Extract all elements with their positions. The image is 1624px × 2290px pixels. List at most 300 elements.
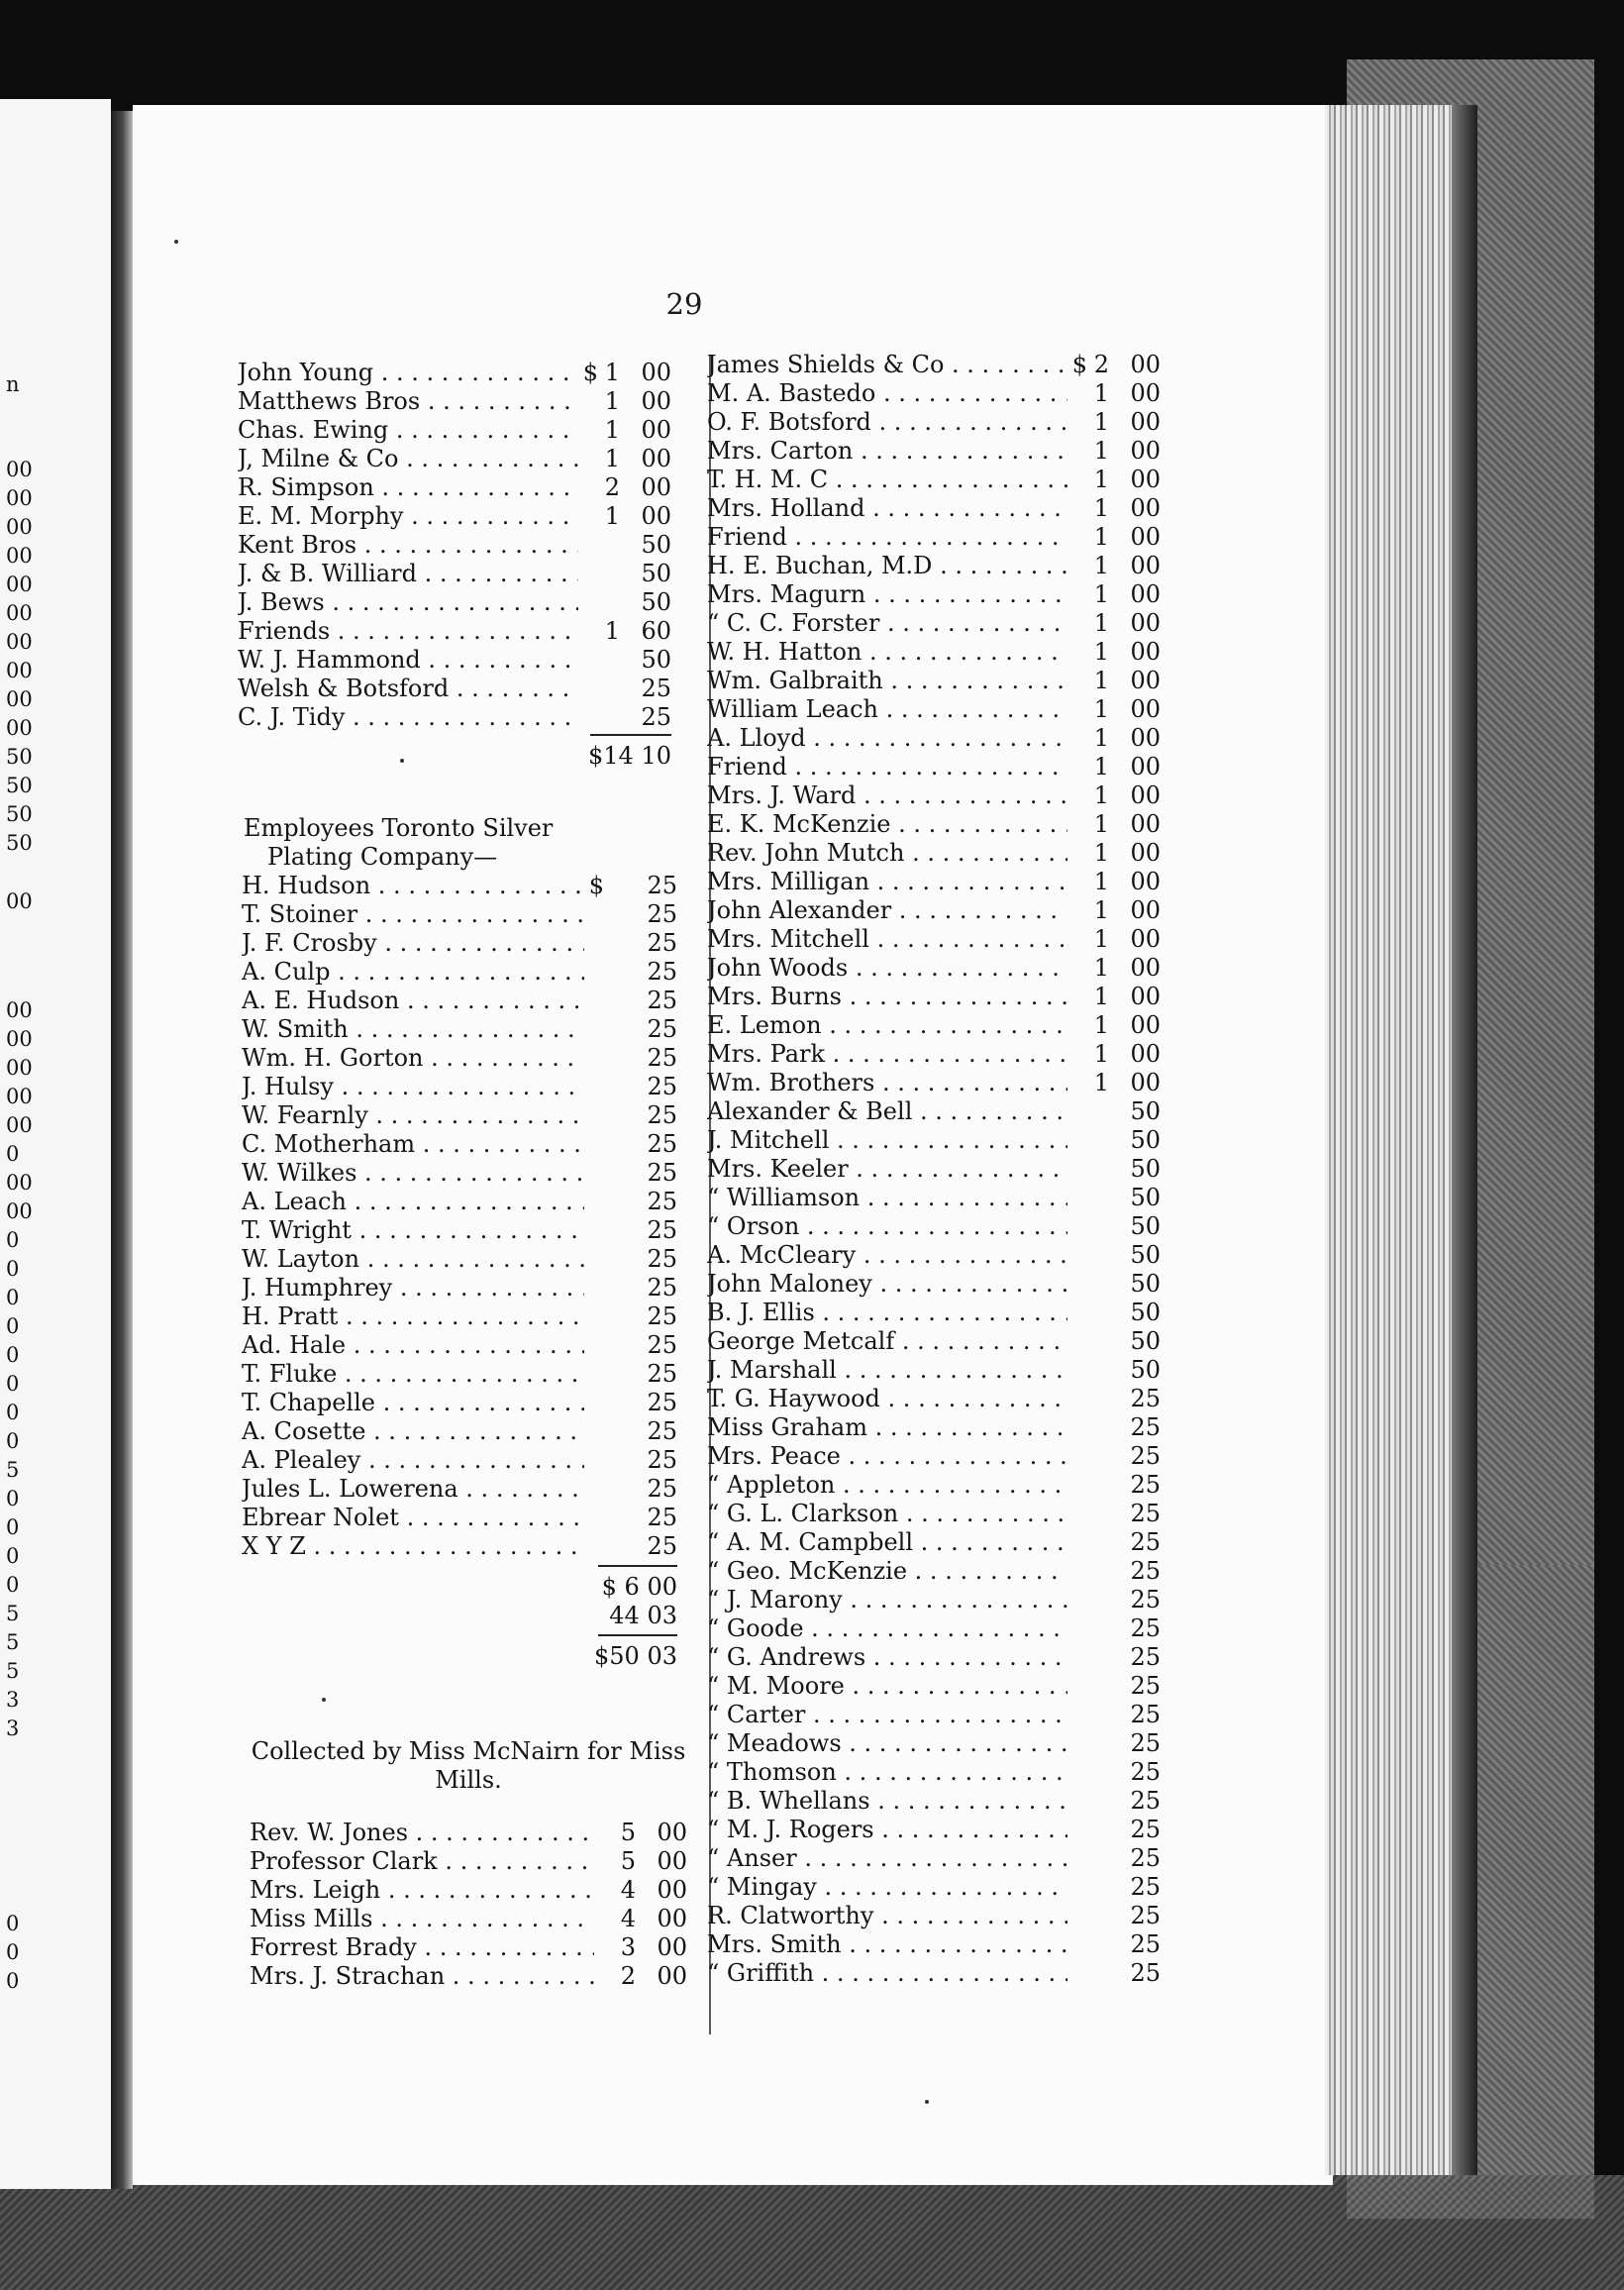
donor-name: “ Mingay . . . [707,1873,1067,1902]
list-item [707,1643,1161,1672]
amount-dollars [604,1504,626,1532]
edge-digit: 00 [6,486,33,510]
dollar-sign [584,1073,604,1101]
list-item [242,1446,677,1475]
amount-dollars: 1 [1093,408,1109,436]
dollar-sign [1067,1557,1087,1586]
edge-digit: 00 [6,1171,33,1195]
edge-digit: 0 [6,1912,20,1935]
amount-cents: 50 [1130,1241,1161,1269]
list-item [242,900,677,929]
dollar-sign [1067,1155,1087,1184]
amount-cents: 50 [1130,1155,1161,1183]
donor-name: “ Williamson . . . [707,1184,1067,1212]
amount-dollars: 1 [604,359,620,386]
edge-digit: 0 [6,1429,20,1453]
donor-name: J. Mitchell . . . [707,1126,1067,1155]
donor-name: “ M. Moore . . . [707,1672,1067,1701]
edge-digit: 0 [6,1142,20,1166]
amount-cents: 00 [1130,1069,1161,1096]
list-item [707,1959,1161,1988]
list-item [707,408,1161,437]
list-item [242,1044,677,1073]
donor-name: Friend . . . [707,523,1067,552]
donor-name: “ Thomson . . . [707,1758,1067,1787]
donor-name: Mrs. Burns . . . [707,983,1067,1011]
amount-cents: 25 [647,1130,677,1158]
book-gutter [111,111,133,2189]
amount-cents: 25 [641,703,671,731]
donor-name: W. Wilkes . . . [242,1159,584,1188]
amount-dollars: 1 [1093,724,1109,752]
list-item [250,1905,687,1933]
dollar-sign [1067,1126,1087,1155]
amount-dollars [604,958,626,987]
amount-cents: 25 [1130,1643,1161,1671]
dollar-sign [1067,638,1087,667]
edge-digit: 00 [6,1056,33,1080]
donor-name: R. Clatworthy . . . [707,1902,1067,1930]
list-item [242,1188,677,1216]
amount-dollars [604,1274,626,1302]
dollar-sign [1067,954,1087,983]
edge-digit: 00 [6,659,33,682]
amount-cents: 00 [1130,408,1161,436]
dollar-sign [594,1819,614,1847]
list-item [242,958,677,987]
list-item [707,1528,1161,1557]
edge-digit: 00 [6,1027,33,1051]
dollar-sign [584,1130,604,1159]
donor-name: “ Carter . . . [707,1701,1067,1729]
donor-name: E. M. Morphy . . . [238,502,578,531]
donor-name: Mrs. J. Ward . . . [707,781,1067,810]
dollar-sign [1067,781,1087,810]
donor-name: “ Geo. McKenzie . . . [707,1557,1067,1586]
amount-dollars: 1 [1093,839,1109,867]
dollar-sign [1067,1299,1087,1327]
amount-cents: 00 [1130,839,1161,867]
list-item [707,437,1161,466]
amount-dollars [604,929,626,958]
dollar-sign [1067,523,1087,552]
dollar-sign [1067,1356,1087,1385]
amount-dollars: 5 [620,1847,636,1875]
dollar-sign [1067,1816,1087,1844]
amount-dollars [1087,1643,1109,1672]
donor-name: John Woods . . . [707,954,1067,983]
dollar-sign [1067,437,1087,466]
left-column-group3 [250,1737,687,1991]
dollar-sign [1067,1442,1087,1471]
amount-dollars [598,703,620,732]
donor-name: T. G. Haywood . . . [707,1385,1067,1413]
amount-dollars [604,1532,626,1561]
donor-name: A. McCleary . . . [707,1241,1067,1270]
donor-name: Welsh & Botsford . . . [238,675,578,703]
list-item [242,1504,677,1532]
dollar-sign [1067,724,1087,753]
donor-name: A. Culp . . . [242,958,584,987]
amount-dollars [1087,1097,1109,1126]
list-item [707,1184,1161,1212]
dollar-sign [1067,1614,1087,1643]
list-item [707,1385,1161,1413]
donor-name: A. Plealey . . . [242,1446,584,1475]
total-rule [598,1634,677,1636]
amount-dollars [604,900,626,929]
list-item [707,1672,1161,1701]
amount-cents: 25 [647,1101,677,1129]
donor-name: A. E. Hudson . . . [242,987,584,1015]
dollar-sign [584,1015,604,1044]
edge-digit: 0 [6,1343,20,1367]
amount-dollars [604,1216,626,1245]
dollar-sign [1067,466,1087,494]
list-item [242,987,677,1015]
left-column-group1 [238,359,671,776]
dollar-sign [1067,925,1087,954]
list-item [707,638,1161,667]
amount-cents: 25 [641,675,671,702]
amount-cents: 25 [647,1417,677,1445]
dollar-sign [584,1245,604,1274]
list-item [707,1816,1161,1844]
amount-cents: 25 [1130,1528,1161,1556]
amount-dollars [1087,1184,1109,1212]
amount-cents: 00 [1130,494,1161,522]
donor-name: A. Lloyd . . . [707,724,1067,753]
amount-dollars [604,1130,626,1159]
dollar-sign [584,1216,604,1245]
amount-cents: 00 [657,1962,687,1990]
donor-name: W. Fearnly . . . [242,1101,584,1130]
amount-cents: 00 [1130,609,1161,637]
dollar-sign [1067,1758,1087,1787]
amount-dollars [604,987,626,1015]
edge-digit: 00 [6,716,33,740]
list-item [242,929,677,958]
amount-cents: 50 [1130,1299,1161,1326]
amount-cents: 25 [647,1446,677,1474]
dollar-sign [1067,1528,1087,1557]
list-item [238,502,671,531]
donor-name: Wm. H. Gorton . . . [242,1044,584,1073]
page-speck [174,240,178,244]
donor-name: W. J. Hammond . . . [238,646,578,675]
page-speck [322,1698,326,1702]
amount-cents: 25 [647,929,677,957]
list-item [250,1933,687,1962]
list-item [707,466,1161,494]
amount-dollars [1087,1672,1109,1701]
amount-dollars: 1 [604,617,620,645]
donor-name: J. Hulsy . . . [242,1073,584,1101]
donor-name: T. Wright . . . [242,1216,584,1245]
amount-dollars [1087,1586,1109,1614]
dollar-sign [1067,839,1087,868]
amount-dollars: 1 [1093,667,1109,694]
list-item [707,1844,1161,1873]
amount-dollars: 1 [604,502,620,530]
donor-name: J. F. Crosby . . . [242,929,584,958]
dollar-sign [584,1331,604,1360]
edge-digit: 0 [6,1940,20,1964]
list-item [707,1356,1161,1385]
donor-name: Alexander & Bell . . . [707,1097,1067,1126]
amount-dollars [1087,1212,1109,1241]
amount-cents: 50 [1130,1126,1161,1154]
list-item [707,724,1161,753]
amount-cents: 25 [1130,1930,1161,1958]
amount-dollars: 1 [1093,896,1109,924]
dollar-sign [584,1159,604,1188]
donor-name: John Maloney . . . [707,1270,1067,1299]
donor-name: W. Layton . . . [242,1245,584,1274]
dollar-sign [578,617,598,646]
donor-name: Mrs. Leigh . . . [250,1876,594,1905]
list-item [707,1873,1161,1902]
amount-dollars: 1 [1093,466,1109,493]
donor-name: H. E. Buchan, M.D . . . [707,552,1067,580]
dollar-sign [584,1302,604,1331]
list-item [707,1557,1161,1586]
amount-dollars: 1 [1093,1040,1109,1068]
amount-dollars [1087,1413,1109,1442]
page-number: 29 [665,287,703,321]
amount-cents: 00 [641,359,671,386]
amount-cents: 00 [1130,1011,1161,1039]
amount-dollars: 2 [1093,351,1109,378]
list-item [707,1126,1161,1155]
list-item [242,1475,677,1504]
amount-dollars [598,646,620,675]
dollar-sign [1067,1184,1087,1212]
list-item [707,609,1161,638]
amount-cents: 25 [647,1274,677,1301]
edge-digit: 0 [6,1969,20,1993]
amount-dollars [1087,1299,1109,1327]
donor-name: “ Appleton . . . [707,1471,1067,1500]
amount-cents: 50 [641,646,671,674]
list-item [707,1069,1161,1097]
list-item [707,379,1161,408]
edge-digit: 0 [6,1515,20,1539]
amount-dollars: 1 [1093,925,1109,953]
amount-dollars [1087,1528,1109,1557]
donor-name: Chas. Ewing . . . [238,416,578,445]
list-item [238,531,671,560]
list-item [238,416,671,445]
list-item [707,983,1161,1011]
list-item [242,1302,677,1331]
donor-name: John Young . . . [238,359,578,387]
dollar-sign [594,1876,614,1905]
list-item [250,1819,687,1847]
donor-name: Wm. Brothers . . . [707,1069,1067,1097]
dollar-sign [578,588,598,617]
amount-cents: 00 [1130,753,1161,781]
list-item [242,1360,677,1389]
list-item [242,1015,677,1044]
dollar-sign [584,1389,604,1417]
dollar-sign [1067,983,1087,1011]
donor-name: Matthews Bros . . . [238,387,578,416]
donor-name: “ G. Andrews . . . [707,1643,1067,1672]
edge-digit: n [6,372,20,396]
amount-dollars [604,1475,626,1504]
amount-cents: 00 [657,1847,687,1875]
list-item [707,1011,1161,1040]
amount-dollars [598,531,620,560]
dollar-sign [1067,408,1087,437]
donor-name: Mrs. Mitchell . . . [707,925,1067,954]
donor-name: Mrs. Keeler . . . [707,1155,1067,1184]
amount-dollars: 1 [1093,609,1109,637]
amount-cents: 25 [647,1073,677,1100]
previous-page-edge [0,99,111,2189]
edge-digit: 3 [6,1688,20,1712]
edge-digit: 5 [6,1602,20,1625]
edge-digit: 00 [6,601,33,625]
dollar-sign [1067,1701,1087,1729]
amount-dollars [1087,1385,1109,1413]
edge-digit: 0 [6,1372,20,1396]
amount-cents: 00 [641,445,671,472]
amount-cents: 25 [647,1389,677,1416]
dollar-sign [584,1532,604,1561]
edge-digit: 00 [6,687,33,711]
dollar-sign [584,1417,604,1446]
amount-cents: 50 [641,560,671,587]
page-speck [925,2100,929,2104]
amount-cents: 00 [657,1819,687,1846]
list-item [707,1471,1161,1500]
list-item [707,753,1161,781]
amount-cents: 25 [1130,1442,1161,1470]
amount-dollars: 1 [1093,983,1109,1010]
edge-digit: 00 [6,889,33,913]
amount-cents: 50 [641,588,671,616]
amount-cents: 00 [1130,925,1161,953]
dollar-sign [1067,1241,1087,1270]
amount-cents: 25 [1130,1758,1161,1786]
dollar-sign [584,987,604,1015]
donor-name: “ Anser . . . [707,1844,1067,1873]
amount-dollars [1087,1241,1109,1270]
amount-cents: 25 [647,1360,677,1388]
edge-digit: 0 [6,1314,20,1338]
amount-cents: 50 [1130,1212,1161,1240]
amount-cents: 25 [647,1245,677,1273]
donor-name: “ J. Marony . . . [707,1586,1067,1614]
donor-name: A. Leach . . . [242,1188,584,1216]
amount-cents: 50 [1130,1327,1161,1355]
amount-dollars: 1 [1093,954,1109,982]
dollar-sign [1067,868,1087,896]
amount-cents: 00 [641,387,671,415]
dollar-sign [1067,1500,1087,1528]
dollar-sign [1067,1787,1087,1816]
amount-cents: 25 [1130,1787,1161,1815]
amount-dollars [604,1446,626,1475]
list-item [707,1442,1161,1471]
dollar-sign [1067,1327,1087,1356]
donor-name: J. Humphrey . . . [242,1274,584,1302]
list-item [707,810,1161,839]
dollar-sign [584,1044,604,1073]
dollar-sign [578,416,598,445]
list-item [707,1270,1161,1299]
dollar-sign [594,1905,614,1933]
donor-name: A. Cosette . . . [242,1417,584,1446]
amount-cents: 25 [647,872,677,899]
donor-name: M. A. Bastedo . . . [707,379,1067,408]
list-item [250,1876,687,1905]
donor-name: B. J. Ellis . . . [707,1299,1067,1327]
list-item [707,1212,1161,1241]
dollar-sign [1067,1011,1087,1040]
amount-cents: 50 [1130,1356,1161,1384]
donor-name: Forrest Brady . . . [250,1933,594,1962]
amount-cents: 00 [657,1933,687,1961]
list-item [707,523,1161,552]
amount-dollars [1087,1614,1109,1643]
edge-digit: 50 [6,774,33,797]
dollar-sign [1067,1959,1087,1988]
scan-bed-cloth [0,2175,1624,2290]
dollar-sign [1067,1097,1087,1126]
donor-name: Friends . . . [238,617,578,646]
list-item [707,781,1161,810]
amount-cents: 25 [1130,1729,1161,1757]
dollar-sign [584,1188,604,1216]
dollar-sign [578,531,598,560]
list-item [242,1331,677,1360]
amount-dollars [604,1073,626,1101]
amount-dollars [1087,1155,1109,1184]
dollar-sign [1067,494,1087,523]
amount-cents: 25 [1130,1959,1161,1987]
dollar-sign [594,1933,614,1962]
amount-cents: 25 [647,958,677,986]
amount-cents: 25 [647,1188,677,1215]
total-rule [598,1565,677,1567]
donor-name: J. Marshall . . . [707,1356,1067,1385]
edge-digit: 00 [6,1113,33,1137]
donor-name: Rev. W. Jones . . . [250,1819,594,1847]
group3-heading-continued: Mills. [435,1766,502,1794]
amount-cents: 50 [1130,1184,1161,1211]
list-item [250,1962,687,1991]
list-item [242,1532,677,1561]
dollar-sign [578,560,598,588]
amount-cents: 25 [1130,1500,1161,1527]
amount-cents: 00 [1130,868,1161,895]
dollar-sign [578,675,598,703]
list-item [242,1216,677,1245]
amount-dollars: 1 [1093,437,1109,465]
edge-digit: 00 [6,1085,33,1108]
list-item [238,445,671,473]
list-item [707,1787,1161,1816]
donor-name: H. Hudson . . . [242,872,584,900]
donor-list [242,872,677,1561]
list-item [707,1930,1161,1959]
amount-dollars [598,675,620,703]
list-item [242,1274,677,1302]
donor-list [707,351,1161,1988]
